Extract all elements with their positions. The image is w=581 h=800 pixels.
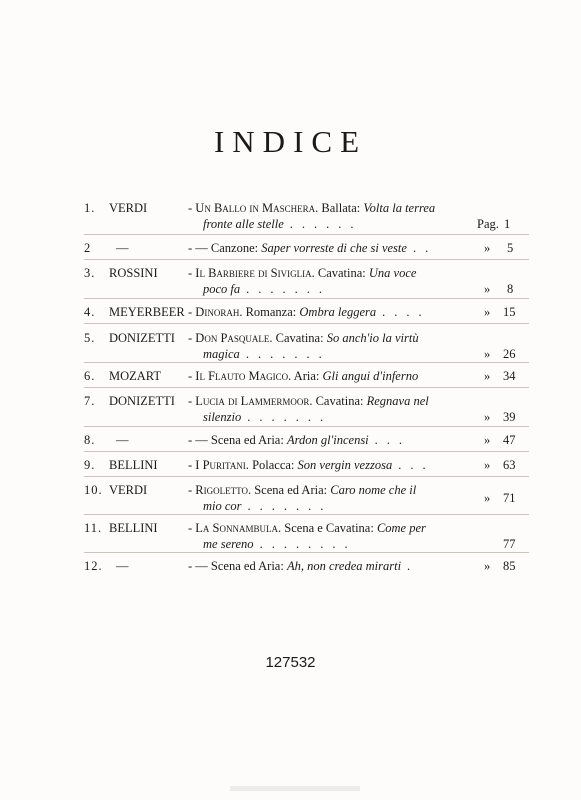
entry-incipit-cont: poco fa <box>203 282 241 296</box>
entry-dash: - <box>188 394 196 408</box>
entry-number: 9. <box>84 458 96 472</box>
entry-incipit-cont: fronte alle stelle <box>203 217 284 231</box>
entry-form: — Scena ed Aria: <box>195 559 287 573</box>
entry-leader-dots: ...... <box>289 217 363 231</box>
divider <box>84 552 529 553</box>
entry-work: I Puritani. <box>195 458 249 472</box>
entry-description <box>188 265 458 297</box>
entry-number: 3. <box>84 266 96 280</box>
entry-incipit: Regnava nel <box>366 394 429 408</box>
entry-incipit: Ombra leggera <box>299 305 377 319</box>
entry-form: Polacca: <box>248 458 298 472</box>
entry-leader-dots: ... <box>398 458 435 472</box>
entry-number: 7. <box>84 394 96 408</box>
entry-composer: BELLINI <box>109 458 158 472</box>
entry-composer: BELLINI <box>109 521 158 535</box>
entry-number: 5. <box>84 331 96 345</box>
entry-composer: DONIZETTI <box>109 394 175 408</box>
entry-form: Ballata: <box>318 201 364 215</box>
entry-work: La Sonnambula. <box>195 521 282 535</box>
divider <box>84 234 529 235</box>
entry-dash: - <box>188 266 196 280</box>
divider <box>84 259 529 260</box>
entry-incipit: Son vergin vezzosa <box>297 458 393 472</box>
entry-form: Aria: <box>291 369 323 383</box>
entry-work: Dinorah. <box>195 305 243 319</box>
entry-incipit: Ah, non credea mirarti <box>286 559 402 573</box>
entry-work: Don Pasquale. <box>195 331 273 345</box>
entry-number: 6. <box>84 369 96 383</box>
entry-page-prefix: Pag. <box>477 217 499 231</box>
divider <box>84 387 529 388</box>
entry-description <box>188 558 458 574</box>
entry-page: 77 <box>503 537 516 551</box>
entry-form: Romanza: <box>242 305 300 319</box>
entry-dash: - <box>188 369 196 383</box>
entry-dash: - <box>188 305 196 319</box>
entry-description <box>188 368 458 384</box>
entry-page-prefix: » <box>484 369 491 383</box>
page-title: INDICE <box>213 124 368 159</box>
catalog-number: 127532 <box>265 654 316 671</box>
entry-page: 8 <box>507 282 514 296</box>
entry-leader-dots: ....... <box>245 347 331 361</box>
divider <box>84 362 529 363</box>
entry-description <box>188 457 458 473</box>
entry-dash: - <box>188 458 196 472</box>
entry-description <box>188 304 458 320</box>
entry-form: Scena ed Aria: <box>251 483 331 497</box>
entry-form: — Scena ed Aria: <box>195 433 287 447</box>
entry-leader-dots: ....... <box>247 410 333 424</box>
entry-leader-dots: ....... <box>247 499 333 513</box>
entry-dash: - <box>188 241 196 255</box>
entry-page: 47 <box>503 433 516 447</box>
entry-form: — Canzone: <box>195 241 262 255</box>
entry-page-prefix: » <box>484 433 491 447</box>
entry-page: 71 <box>503 491 516 505</box>
entry-composer: MOZART <box>109 369 162 383</box>
entry-page-prefix: » <box>484 305 491 319</box>
entry-description <box>188 393 458 425</box>
entry-leader-dots: ....... <box>246 282 332 296</box>
entry-incipit: Una voce <box>368 266 417 280</box>
entry-form: Scena e Cavatina: <box>281 521 377 535</box>
entry-composer: VERDI <box>109 483 148 497</box>
entry-description <box>188 432 458 448</box>
entry-leader-dots: .... <box>382 305 431 319</box>
entry-page: 85 <box>503 559 516 573</box>
divider <box>84 298 529 299</box>
entry-page-prefix: » <box>484 347 491 361</box>
entry-dash: - <box>188 521 196 535</box>
entry-composer: — <box>116 433 129 447</box>
divider <box>84 426 529 427</box>
entry-number: 8. <box>84 433 96 447</box>
entry-incipit-cont: mio cor <box>203 499 242 513</box>
entry-page: 1 <box>504 217 511 231</box>
entry-work: Il Flauto Magico. <box>195 369 292 383</box>
entry-composer: — <box>116 559 129 573</box>
entry-form: Cavatina: <box>272 331 327 345</box>
entry-incipit: Ardon gl'incensi <box>286 433 369 447</box>
entry-incipit-cont: silenzio <box>203 410 242 424</box>
entry-page-prefix: » <box>484 491 491 505</box>
entry-description <box>188 482 458 514</box>
entry-composer: — <box>116 241 129 255</box>
entry-description <box>188 330 458 362</box>
entry-incipit: Caro nome che il <box>330 483 417 497</box>
entry-page-prefix: » <box>484 559 491 573</box>
entry-incipit-cont: me sereno <box>203 537 254 551</box>
page-edge-shading <box>230 786 360 791</box>
entry-number: 11. <box>84 521 103 535</box>
entry-leader-dots: . <box>407 559 420 573</box>
entry-page: 34 <box>503 369 516 383</box>
entry-number: 2 <box>84 241 92 255</box>
entry-page: 15 <box>503 305 516 319</box>
entry-dash: - <box>188 483 196 497</box>
entry-page-prefix: » <box>484 458 491 472</box>
entry-composer: MEYERBEER <box>109 305 185 319</box>
entry-composer: DONIZETTI <box>109 331 175 345</box>
entry-work: Lucia di Lammermoor. <box>195 394 313 408</box>
entry-dash: - <box>188 331 196 345</box>
entry-page: 63 <box>503 458 516 472</box>
entry-leader-dots: .. <box>412 241 438 255</box>
entry-number: 10. <box>84 483 103 497</box>
entry-page: 26 <box>503 347 516 361</box>
entry-composer: ROSSINI <box>109 266 158 280</box>
divider <box>84 514 529 515</box>
entry-leader-dots: ........ <box>259 537 357 551</box>
entry-leader-dots: ... <box>374 433 412 447</box>
entry-work: Un Ballo in Maschera. <box>195 201 319 215</box>
entry-incipit: Come per <box>376 521 426 535</box>
entry-incipit: So anch'io la virtù <box>326 331 419 345</box>
entry-incipit: Volta la terrea <box>363 201 436 215</box>
entry-incipit-cont: magica <box>203 347 240 361</box>
entry-page-prefix: » <box>484 241 491 255</box>
entry-description <box>188 520 458 552</box>
divider <box>84 476 529 477</box>
entry-dash: - <box>188 433 196 447</box>
entry-incipit: Saper vorreste di che si veste <box>261 241 407 255</box>
entry-number: 4. <box>84 305 96 319</box>
entry-description <box>188 240 458 256</box>
divider <box>84 451 529 452</box>
entry-number: 1. <box>84 201 96 215</box>
entry-dash: - <box>188 201 196 215</box>
entry-page: 5 <box>507 241 514 255</box>
entry-page: 39 <box>503 410 516 424</box>
divider <box>84 323 529 324</box>
entry-work: Il Barbiere di Siviglia. <box>195 266 315 280</box>
entry-page-prefix: » <box>484 282 491 296</box>
entry-dash: - <box>188 559 196 573</box>
entry-composer: VERDI <box>109 201 148 215</box>
entry-page-prefix: » <box>484 410 491 424</box>
entry-work: Rigoletto. <box>195 483 252 497</box>
entry-incipit: Gli angui d'inferno <box>322 369 419 383</box>
entry-form: Cavatina: <box>314 266 369 280</box>
entry-number: 12. <box>84 559 103 573</box>
entry-form: Cavatina: <box>312 394 367 408</box>
entry-description <box>188 200 458 232</box>
